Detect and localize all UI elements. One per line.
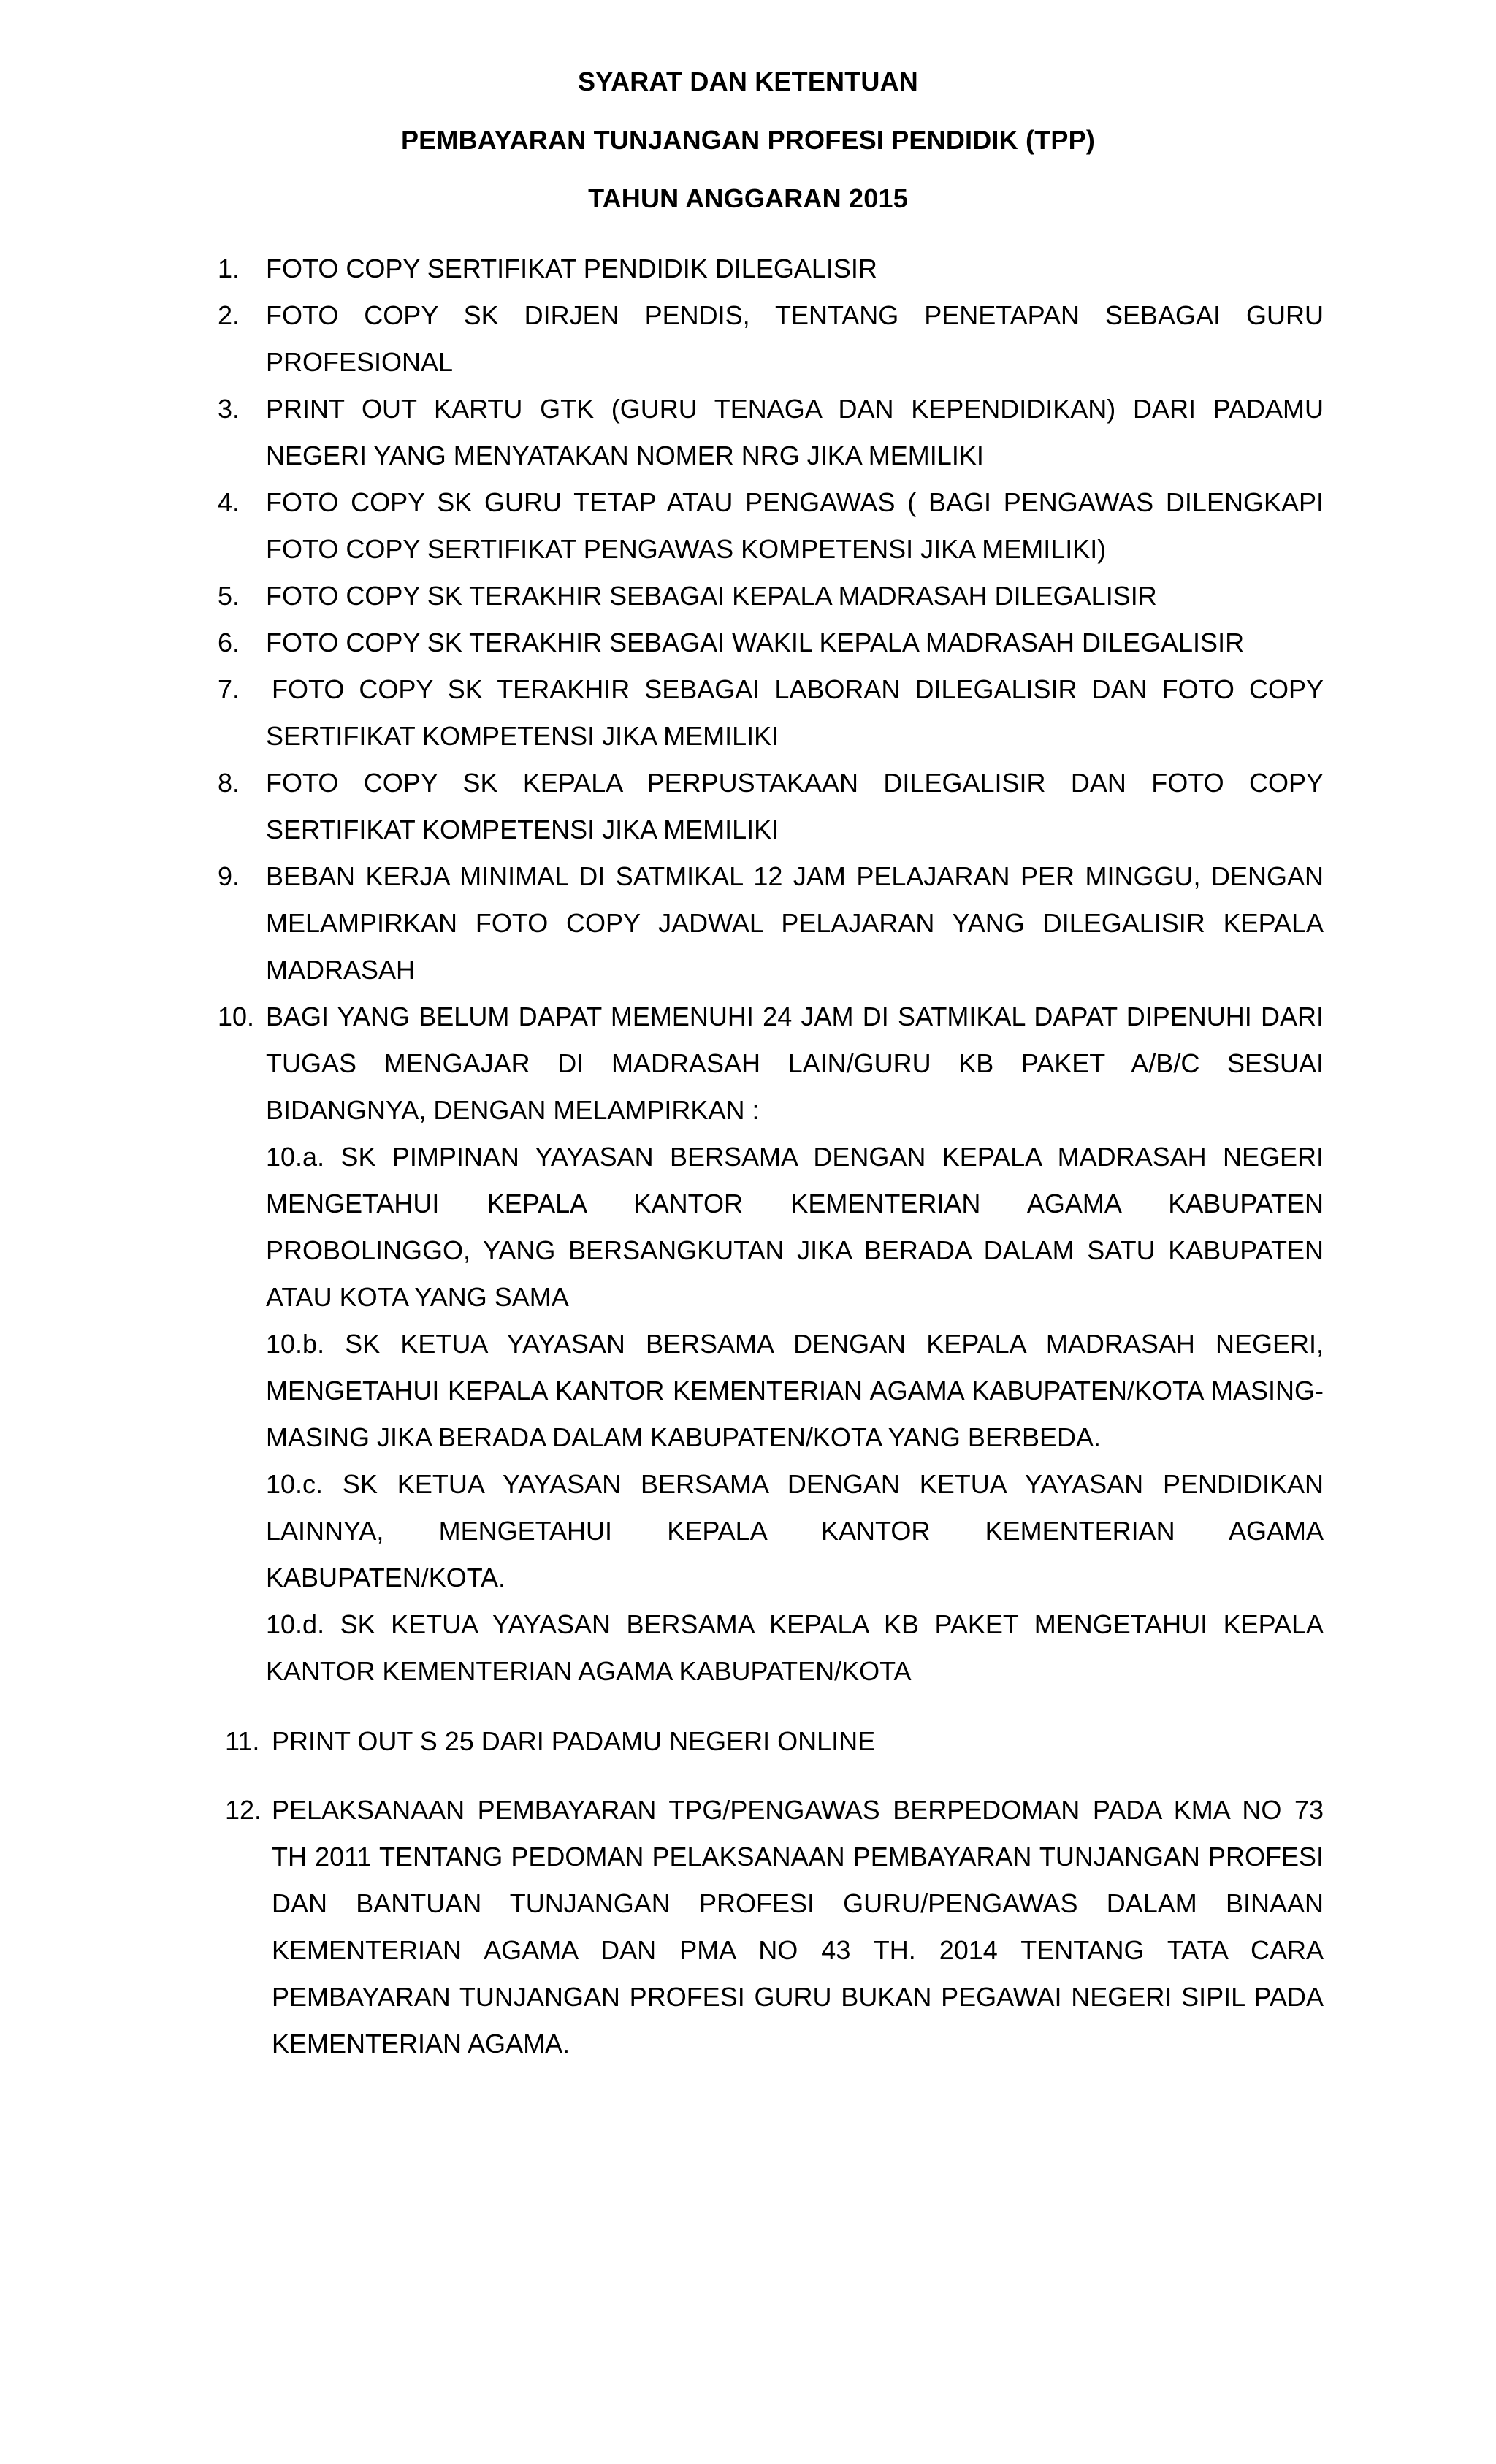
item-text: PRINT OUT S 25 DARI PADAMU NEGERI ONLINE xyxy=(272,1726,876,1756)
item-text: FOTO COPY SK TERAKHIR SEBAGAI KEPALA MADRASAH DILEGALISIR xyxy=(266,581,1157,611)
list-item xyxy=(218,619,1324,666)
requirements-list xyxy=(218,245,1324,2067)
item-text: FOTO COPY SK TERAKHIR SEBAGAI LABORAN DILEGALISIR DAN FOTO COPY SERTIFIKAT KOMPETENSI JIKA MEMILIKI xyxy=(266,674,1324,751)
item-number: 6. xyxy=(218,628,240,657)
item-number: 11. xyxy=(225,1726,260,1756)
item-text: PRINT OUT KARTU GTK (GURU TENAGA DAN KEPENDIDIKAN) DARI PADAMU NEGERI YANG MENYATAKAN NOMER NRG JIKA MEMILIKI xyxy=(266,394,1324,470)
document-year: TAHUN ANGGARAN 2015 xyxy=(588,183,908,213)
list-item xyxy=(218,853,1324,993)
item-text: FOTO COPY SK KEPALA PERPUSTAKAAN DILEGALISIR DAN FOTO COPY SERTIFIKAT KOMPETENSI JIKA MEMILIKI xyxy=(266,768,1324,844)
item-text: BEBAN KERJA MINIMAL DI SATMIKAL 12 JAM PELAJARAN PER MINGGU, DENGAN MELAMPIRKAN FOTO COPY JADWAL PELAJARAN YANG DILEGALISIR KEPALA MADRASAH xyxy=(266,861,1324,985)
list-item xyxy=(218,1787,1324,2067)
document-title: SYARAT DAN KETENTUAN xyxy=(577,66,919,96)
sub-item xyxy=(218,1601,1324,1695)
sub-item-text: 10.d. SK KETUA YAYASAN BERSAMA KEPALA KB PAKET MENGETAHUI KEPALA KANTOR KEMENTERIAN AGAMA KABUPATEN/KOTA xyxy=(266,1609,1324,1686)
sub-item xyxy=(218,1134,1324,1321)
item-text: BAGI YANG BELUM DAPAT MEMENUHI 24 JAM DI SATMIKAL DAPAT DIPENUHI DARI TUGAS MENGAJAR DI MADRASAH LAIN/GURU KB PAKET A/B/C SESUAI BIDANGNYA, DENGAN MELAMPIRKAN : xyxy=(266,1002,1324,1125)
list-item xyxy=(218,993,1324,1134)
item-number: 4. xyxy=(218,487,240,517)
item-text: FOTO COPY SK DIRJEN PENDIS, TENTANG PENETAPAN SEBAGAI GURU PROFESIONAL xyxy=(266,300,1324,377)
sub-item-text: 10.b. SK KETUA YAYASAN BERSAMA DENGAN KEPALA MADRASAH NEGERI, MENGETAHUI KEPALA KANTOR KEMENTERIAN AGAMA KABUPATEN/KOTA MASING-MASING JIKA BERADA DALAM KABUPATEN/KOTA YANG BERBEDA. xyxy=(266,1329,1324,1452)
item-number: 12. xyxy=(225,1795,262,1825)
item-number: 1. xyxy=(218,253,240,283)
list-item xyxy=(218,666,1324,760)
item-number: 9. xyxy=(218,861,240,891)
item-text: PELAKSANAAN PEMBAYARAN TPG/PENGAWAS BERPEDOMAN PADA KMA NO 73 TH 2011 TENTANG PEDOMAN PELAKSANAAN PEMBAYARAN TUNJANGAN PROFESI DAN BANTUAN TUNJANGAN PROFESI GURU/PENGAWAS DALAM BINAAN KEMENTERIAN AGAMA DAN PMA NO 43 TH. 2014 TENTANG TATA CARA PEMBAYARAN TUNJANGAN PROFESI GURU BUKAN PEGAWAI NEGERI SIPIL PADA KEMENTERIAN AGAMA. xyxy=(272,1795,1324,2059)
item-number: 5. xyxy=(218,581,240,611)
item-number: 8. xyxy=(218,768,240,798)
document-subtitle: PEMBAYARAN TUNJANGAN PROFESI PENDIDIK (TPP) xyxy=(400,125,1096,155)
item-text: FOTO COPY SK GURU TETAP ATAU PENGAWAS ( BAGI PENGAWAS DILENGKAPI FOTO COPY SERTIFIKAT PENGAWAS KOMPETENSI JIKA MEMILIKI) xyxy=(266,487,1324,564)
sub-item-text: 10.a. SK PIMPINAN YAYASAN BERSAMA DENGAN KEPALA MADRASAH NEGERI MENGETAHUI KEPALA KANTOR KEMENTERIAN AGAMA KABUPATEN PROBOLINGGO, YANG BERSANGKUTAN JIKA BERADA DALAM SATU KABUPATEN ATAU KOTA YANG SAMA xyxy=(266,1142,1324,1312)
sub-item-text: 10.c. SK KETUA YAYASAN BERSAMA DENGAN KETUA YAYASAN PENDIDIKAN LAINNYA, MENGETAHUI KEPALA KANTOR KEMENTERIAN AGAMA KABUPATEN/KOTA. xyxy=(266,1469,1324,1593)
item-text: FOTO COPY SK TERAKHIR SEBAGAI WAKIL KEPALA MADRASAH DILEGALISIR xyxy=(266,628,1245,657)
list-item xyxy=(218,245,1324,292)
item-number: 2. xyxy=(218,300,240,330)
sub-item xyxy=(218,1461,1324,1601)
item-number: 3. xyxy=(218,394,240,424)
document-header xyxy=(0,67,1496,243)
list-item xyxy=(218,1718,1324,1765)
list-item xyxy=(218,386,1324,479)
sub-item xyxy=(218,1321,1324,1461)
list-item xyxy=(218,573,1324,619)
list-item xyxy=(218,479,1324,573)
item-number: 10. xyxy=(218,1002,255,1031)
item-number: 7. xyxy=(218,674,240,704)
list-item xyxy=(218,760,1324,853)
list-item xyxy=(218,292,1324,386)
item-text: FOTO COPY SERTIFIKAT PENDIDIK DILEGALISIR xyxy=(266,253,877,283)
